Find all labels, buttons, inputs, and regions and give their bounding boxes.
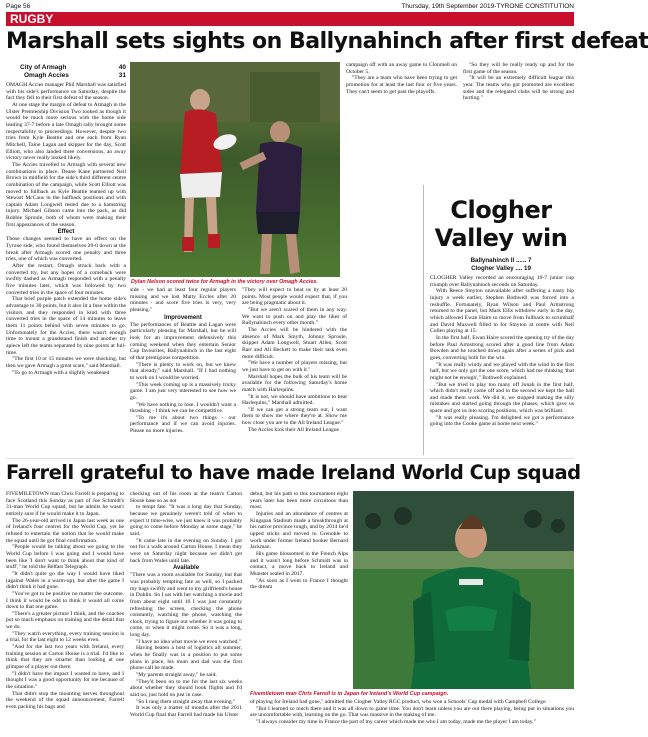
rugby-action-photo xyxy=(130,62,340,277)
paragraph: "I always consider my time in France the part of my career which made me who I am today, made me the player I am today." xyxy=(256,718,536,725)
issue-date: Thursday, 19th September 2019-TYRONE CONSTITUTION xyxy=(401,3,574,10)
paragraph: "It is not, we should have ambitions to beat Harlequins," Marshall admitted. xyxy=(242,393,347,407)
paragraph: OMAGH Accies manager Phil Marshall was satisfied with his side's performance on Saturday, despite the fact they fell to their first defeat of the season. xyxy=(6,82,126,102)
farrell-photo xyxy=(353,491,574,689)
paragraph: "They are a team who have been trying to get promotion for at least the last four or five years. They can't seem to get past the playoffs. xyxy=(346,75,457,95)
paragraph: With Reece Smyton unavailable after suffering a nasty hip injury a week earlier, Stephen Bothwell was forced into a reshuffle. Fortunately, Ryan Wilson and Paul Armstrong returned to the panel, but Mark Ellis withdrew early in the day, which allowed Ewan Haire to move from fullback to scrumhalf and David Maxwell filled in for Smyton at centre with Neil Cullen playing at 15. xyxy=(430,288,574,335)
paragraph: "But we tried to play too many off Jonah in the first half, which didn't really come off and in the second we kept the ball and made them work. We did it, we stopped making the silly mistakes and started going through the phases, which gave us space and got us into scoring positions, which was brilliant. xyxy=(430,381,574,415)
paragraph: Marshall hopes the bulk of his team will be available for the following Saturday's home match with Harlequins. xyxy=(242,373,347,393)
paragraph: "There's a greater picture I think, and the coaches put so much emphasis on training and the detail that we do. xyxy=(6,610,124,631)
paragraph: His game blossomed in the French Alps and it wasn't long before Schmidt was in contact, a move back to Ireland and Munster sealed in 2017. xyxy=(250,550,348,577)
paragraph: "I didn't have the impact I wanted to have, and I thought I was a good opportunity for me because of the situation." xyxy=(6,670,124,691)
paragraph: "But I learned so much there and it was all down to game time. You don't learn unless you are out there playing, being put in situations you are uncomfortable with, learning on the go. That was massive in the making of me. xyxy=(250,705,574,719)
section-banner xyxy=(6,12,574,26)
story1-col1-top xyxy=(6,82,126,228)
paragraph: The performances of Beattie and Lagan were particularly pleasing for Marshall, but he will look for an improvement defensively this coming weekend when they entertain Senior Cup favourites, Ballynahinch in the last eight of that prestigious competition. xyxy=(130,321,236,361)
story3-column-1 xyxy=(6,491,124,737)
story1-column-2 xyxy=(130,287,236,455)
story1-col1-bottom xyxy=(6,236,126,376)
paragraph: That brief purple patch extended the home side's advantage to 30 points, but it also lit a fuse within the visitors and they responded in kind with three converted tries in the space of 14 minutes to leave them 11 points behind with seven minutes to go. Unfortunately for the Accies, there wasn't enough time to mount a grandstand finish and another try apiece left the teams separated by nine points at full-time. xyxy=(6,296,126,356)
paragraph: "It was really windy and we played with the wind in the first half, but we only got the one score, which had me thinking 'that might not be enough'," Bothwell explained. xyxy=(430,361,574,381)
paragraph: FIVEMILETOWN man Chris Farrell is preparing to face Scotland this Sunday as part of Joe Schmidt's 31-man World Cup squad, but he admits he wasn't entirely sure if he would make it to Japan. xyxy=(6,491,124,517)
paragraph: That didn't stop the mounting nerves throughout the weekend of the squad announcement, Farrell even packing his bags and xyxy=(6,690,124,710)
paragraph: "They watch everything, every training session is a trial, for the last eight to 12 weeks even. xyxy=(6,630,124,644)
paragraph: "My parents straight away," he said. xyxy=(136,672,217,679)
story3-column-3-upper xyxy=(250,491,348,687)
paragraph: CLOGHER Valley recorded an encouraging 19-7 junior cup triumph over Ballynahinch seconds on Saturday. xyxy=(430,275,574,288)
paragraph: It was only a matter of months after the 2011 World Cup final that Farrell had made his Ulster xyxy=(130,705,242,718)
paragraph: "So they will be really ready up and for the first game of the season. xyxy=(463,62,574,75)
farrell-photo-image xyxy=(353,491,574,689)
paragraph: "This week coming up is a massively tricky game. I am just very interested to see how we go. xyxy=(130,381,236,401)
story3-col2-top xyxy=(130,491,242,564)
paragraph: campaign off with an away game to Clonmell on October 5. xyxy=(346,62,457,75)
paragraph: of playing for Ireland had gone," admitted the Clogher Valley RGC product, who won a Schools' Cup medal with Campbell College. xyxy=(250,699,547,705)
paragraph: Those changes seemed to have an effect on the Tyrone side, who found themselves 20-0 down at the break after Armagh scored one penalty and three tries, one of which was converted. xyxy=(6,236,126,263)
story3-column-2 xyxy=(130,491,242,737)
paragraph: "As soon as I went to France I thought the dream xyxy=(250,577,348,591)
paragraph: "So I rang them straight away that evening." xyxy=(136,698,236,705)
page-number: Page 56 xyxy=(6,3,31,10)
subhead-available: Available xyxy=(172,565,200,572)
paragraph: "It was really pleasing. I'm delighted we got a performance going into the Cooke game at home next week." xyxy=(430,414,574,428)
paragraph: In the first half, Ewan Haire scored the opening try of the day before Paul Armstrong scored after a good line from Adam Bowden and he touched down again after a series of pick and goes, converting both for the win. xyxy=(430,334,574,361)
paragraph: Injuries and an abundance of centres at Kingspan Stadium made a breakthrough at his native province tough, and by 2014 he'd upped sticks and moved to Grenoble to work under former Ireland hooker Bernard Jackman. xyxy=(250,510,348,551)
score-home: 40 xyxy=(118,64,126,71)
paragraph: "It came late in the evening on Sunday. I got out for a walk around Carton House, I mean they were on Saturday night because we didn't get back from Wales until late. xyxy=(130,537,242,564)
section-title: RUGBY xyxy=(10,12,54,26)
photo-caption-farrell: Fivemiletown man Chris Farrell is in Japan for Ireland's World Cup campaign. xyxy=(250,691,449,697)
story1-col2-top xyxy=(130,287,236,314)
page-folio xyxy=(6,2,574,12)
paragraph: The 26-year-old arrived in Japan last week as one of Ireland's four centres for the World Cup, yet he refused to entertain the notion that he would make the squad until he got final confirmation. xyxy=(6,517,124,544)
headline-clogher: Clogher Valley win xyxy=(434,196,568,252)
paragraph: "We have nothing to lose. I wouldn't want a thrashing - I think we can be competitive. xyxy=(130,401,236,415)
paragraph: "But we aren't scared of them in any way. We want to push on and play the likes of Ballynahinch every other month." xyxy=(242,306,347,327)
paragraph: to tempt fate. "It was a long day that Sunday, because we genuinely weren't told of when to expect it time-wise, we just knew it was probably going to come before Monday at some stage," he said. xyxy=(130,504,242,537)
story1-column-1 xyxy=(6,82,126,454)
column-rule-clogher xyxy=(423,185,424,455)
paragraph: "It will be an extremely difficult league this year. The teams who got promoted are excellent sides and the relegated clubs will be strong and hurting." xyxy=(463,75,574,102)
paragraph: The Accies kick their All Ireland League xyxy=(248,426,340,433)
paragraph: debut, but his path to this tournament eight years later has been more circuitous than most. xyxy=(250,491,348,511)
team-away: Omagh Accies xyxy=(24,72,69,79)
paragraph: "It didn't quite go the way I would have liked (against Wales in a warm-up), but after the game I didn't think it had gone. xyxy=(6,570,124,591)
story1-col2-bottom xyxy=(130,322,236,435)
story3-column-4 xyxy=(250,699,574,737)
score-row-home xyxy=(6,64,126,72)
paragraph: "There is plenty to work on, but we knew that already," said Marshall. "If I had nothing to work on I would be worried. xyxy=(130,361,236,381)
clogher-score-line2: Clogher Valley .... 19 xyxy=(471,265,531,272)
paragraph: "You've got to be positive no matter the outcome. I think it would be odd to think it would all come down to that one game. xyxy=(6,590,124,611)
scoreline xyxy=(6,64,126,80)
story1-column-3 xyxy=(242,287,347,455)
score-away: 31 xyxy=(118,72,126,79)
story1-column-4 xyxy=(346,62,574,182)
paragraph: "The first 10 or 15 minutes we were shocking, but then we gave Armagh a great scare," said Marshall. xyxy=(6,356,126,369)
paragraph: "They'd been on to me for the last six weeks about whether they should book flights and I'd said no, just hold on just in case. xyxy=(130,678,242,699)
paragraph: After the restart, Omagh struck back with a converted try, but any hopes of a comeback were swiftly dashed as Armagh responded with a penalty five minutes later, which was followed by two converted tries in the space of four minutes. xyxy=(6,263,126,296)
paragraph: At one stage the margin of defeat to Armagh in the Ulster Premiership Division Two looked as though it would be much more serious with the home side leading 37-7 before a late Omagh rally brought some respectability to proceedings. However, despite two tries from Kyle Beattie and one each from Ryan Mitchell, Taine Lagan and skipper for the day, Scott Elliott, who also landed three conversions, an away victory never really looked likely. xyxy=(6,101,126,162)
paragraph: Having beaten a host of logistics all summer, when he finally was in a position to put some plans in place, his mum and dad was the first phone call he made. xyxy=(130,645,242,672)
clogher-score-line1: Ballynahinch II ...... 7 xyxy=(470,257,532,264)
paragraph: "I have no idea what movie we even watched." xyxy=(136,638,242,645)
headline-marshall: Marshall sets sights on Ballynahinch after first defeat xyxy=(6,29,648,54)
story3-col2-bottom xyxy=(130,572,242,718)
score-row-away xyxy=(6,72,126,80)
paragraph: "People would be talking about we going to the World Cup before I was going and I would have been like 'I don't want to think about that kind of stuff'," he told the Belfast Telegraph. xyxy=(6,544,124,571)
paragraph: The Accies will be hindered with the absence of Mark Smyth, Johnny Sproule, skipper Adam Longwell, Stuart Allen, Scott Barr and Ali Beckett to make their task even more difficult. xyxy=(242,326,347,360)
paragraph: "To go to Armagh with a slightly weakened xyxy=(12,369,110,376)
paragraph: "We have a number of players missing, but we just have to get on with it." xyxy=(242,360,347,373)
subhead-improvement: Improvement xyxy=(164,314,202,321)
clogher-scoreline xyxy=(430,257,572,273)
rugby-photo-image xyxy=(130,62,340,277)
story2-body xyxy=(430,275,574,457)
headline-farrell: Farrell grateful to have made Ireland World Cup squad xyxy=(6,461,581,484)
paragraph: side - we had at least four regular players missing and we lost Matty Eccles after 20 minutes - and score five tries is very, very pleasing." xyxy=(130,287,236,313)
paragraph: "There was a room available for Sunday, but that was probably tempting fate as well, so I packed my bags swiftly and went to my girlfriend's house in Dublin. So I sat with her watching a movie and from about eight until 10 I was just constantly refreshing the screen, checking the phone constantly, watching the phone, watching the clock, trying to figure out whether it was going to come, or when it might come. So it was a long, long day. xyxy=(130,572,242,639)
team-home: City of Armagh xyxy=(20,64,67,71)
paragraph: "To me it's about two things - our performance and if we can avoid injuries. Please no more injuries. xyxy=(130,414,236,435)
paragraph: "If we can get a strong team out, I want them to show me where they're at. Show me how close you are to the All Ireland League." xyxy=(242,406,347,427)
paragraph: The Accies travelled to Armagh with several new combinations in place. Deane Kane partnered Neil Brown in midfield for the side's third different centre combination of the campaign, while Scott Elliott was moved to fullback as Kyle Beattie teamed up with Stewart McCaus in the halfback positions and with captain Adam Longwell rested due to a hamstring injury. Michael Gibson came into the pack, as did Robbie Sproule, both of whom were making their first appearances of the season. xyxy=(6,161,126,228)
story-divider xyxy=(6,458,574,459)
paragraph: "And for the last two years with Ireland, every training session at Carton House is a trial. I'd like to think that they are smarter than looking at one glimpse of a player out there. xyxy=(6,644,124,671)
paragraph: checking out of his room at the team's Carton House base so as not xyxy=(130,491,242,504)
photo-caption-armagh: Dylan Nelson scored twice for Armagh in the victory over Omagh Accies. xyxy=(131,279,318,285)
paragraph: "They will expect to beat us by at least 20 points. Most people would expect that, if you are being pragmatic about it. xyxy=(242,287,347,307)
subhead-effect: Effect xyxy=(57,229,75,236)
